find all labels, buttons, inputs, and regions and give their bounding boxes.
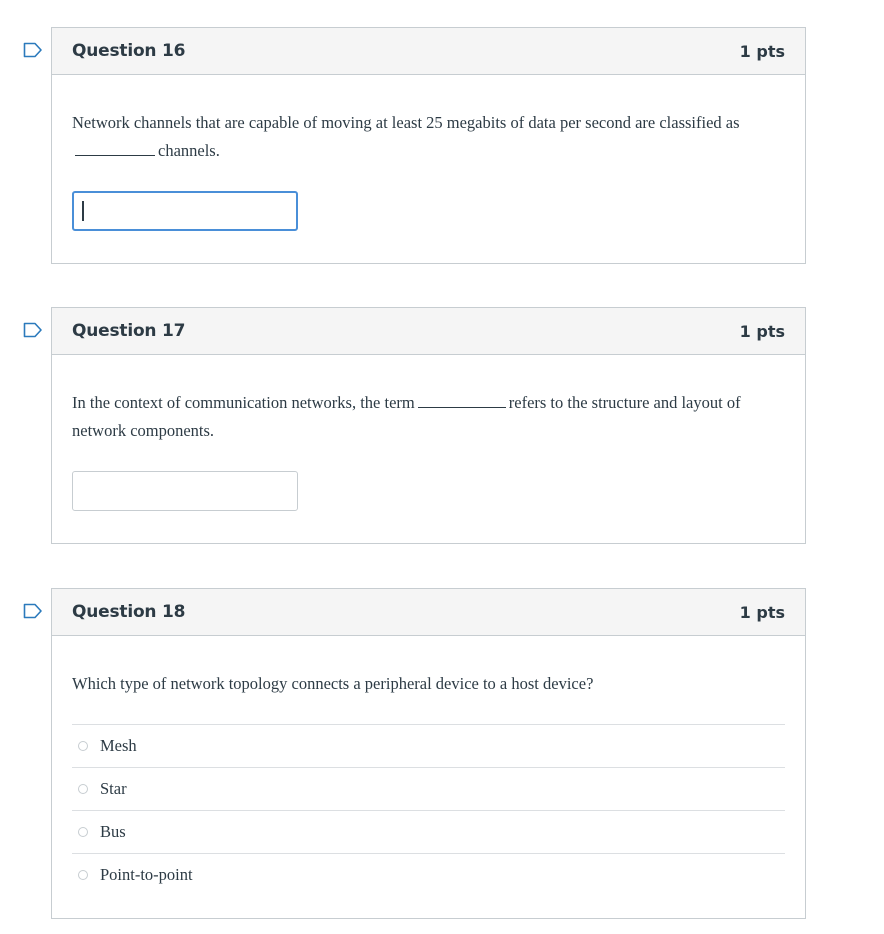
radio-star[interactable] [78,784,88,794]
option-point-to-point-label: Point-to-point [100,865,193,884]
question-17-blank [418,389,506,408]
question-17-text-before: In the context of communication networks, the term [72,393,415,412]
question-17 [51,307,806,544]
option-star[interactable] [72,768,785,811]
question-17-answer-input[interactable] [72,471,298,511]
question-16-text-before: Network channels that are capable of moving at least 25 megabits of data per second are classified as [72,113,740,132]
option-mesh-label: Mesh [100,736,137,755]
flag-question-16-icon[interactable] [23,42,43,58]
question-16 [51,27,806,264]
question-16-answer-input[interactable] [72,191,298,231]
radio-bus[interactable] [78,827,88,837]
question-16-text-after: channels. [158,141,220,160]
radio-point-to-point[interactable] [78,870,88,880]
option-star-label: Star [100,779,127,798]
question-16-points: 1 pts [739,41,785,61]
radio-mesh[interactable] [78,741,88,751]
option-bus-label: Bus [100,822,126,841]
question-18-options [72,724,785,896]
option-bus[interactable] [72,811,785,854]
question-18-header [52,589,805,636]
question-16-text [72,109,785,165]
question-17-text [72,389,785,445]
question-16-header [52,28,805,75]
question-17-text-after: refers to the structure and layout of network components. [72,393,741,440]
question-16-title: Question 16 [72,41,186,61]
question-17-points: 1 pts [739,321,785,341]
option-mesh[interactable] [72,725,785,768]
flag-question-17-icon[interactable] [23,322,43,338]
question-18 [51,588,806,919]
flag-question-18-icon[interactable] [23,603,43,619]
question-18-title: Question 18 [72,602,186,622]
question-17-title: Question 17 [72,321,186,341]
option-point-to-point[interactable] [72,854,785,896]
text-cursor [82,201,84,221]
question-16-blank [75,137,155,156]
question-17-header [52,308,805,355]
question-18-points: 1 pts [739,602,785,622]
question-18-text: Which type of network topology connects a peripheral device to a host device? [72,674,594,693]
